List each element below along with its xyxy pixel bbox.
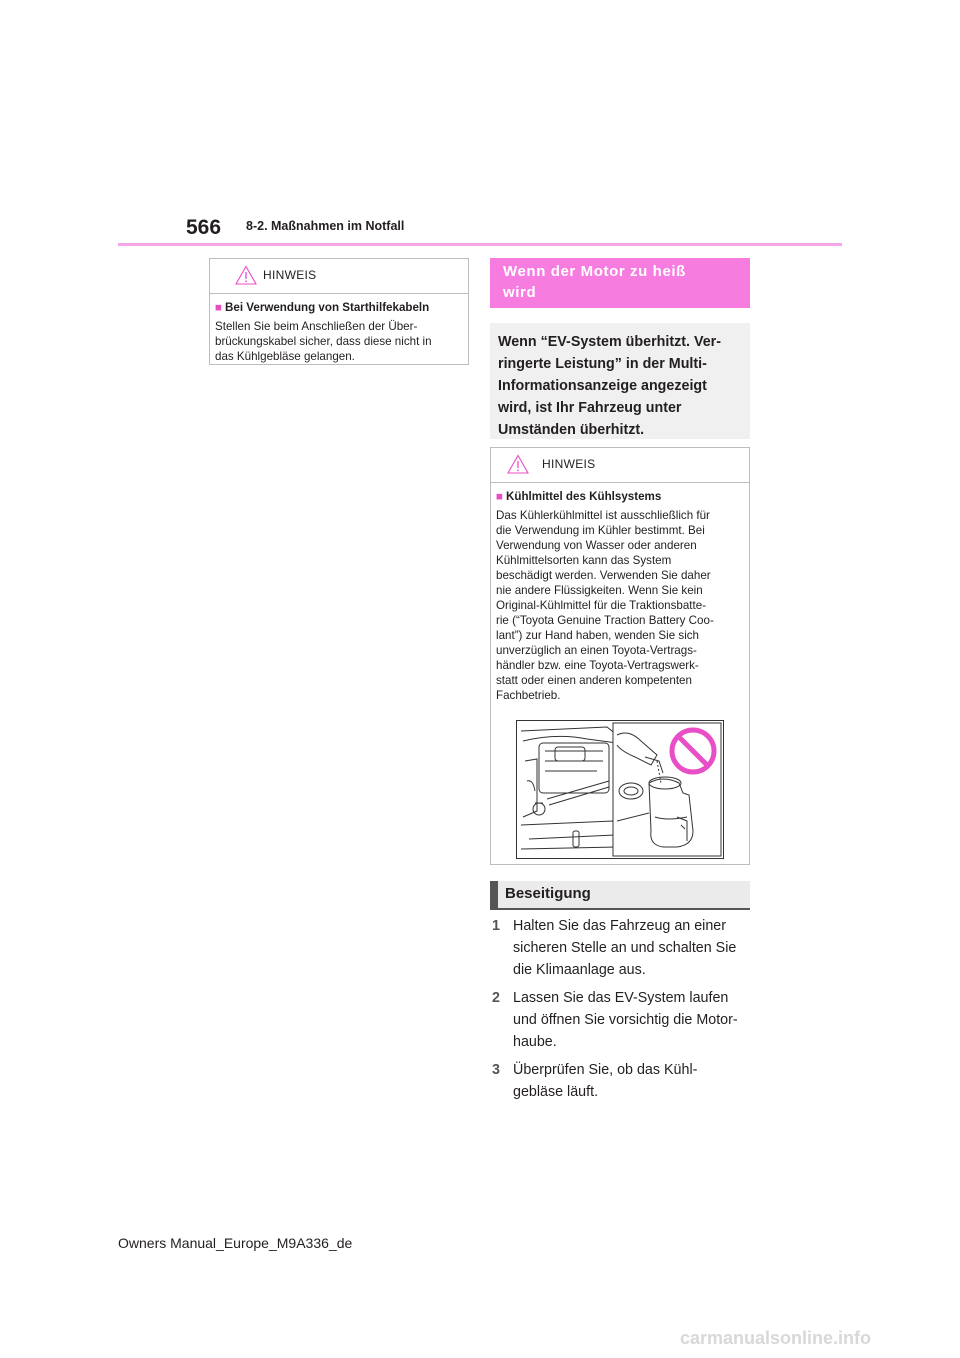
notice-text bbox=[215, 319, 464, 364]
step-line: gebläse läuft. bbox=[513, 1084, 599, 1100]
step-line: die Klimaanlage aus. bbox=[513, 962, 646, 978]
info-line: wird, ist Ihr Fahrzeug unter bbox=[498, 400, 682, 416]
notice-header bbox=[491, 448, 749, 482]
step-item bbox=[490, 987, 752, 1053]
square-bullet-icon: ■ bbox=[496, 490, 504, 503]
notice-line: nie andere Flüssigkeiten. Wenn Sie kein bbox=[496, 584, 703, 597]
heading-text: Beseitigung bbox=[505, 885, 591, 902]
heading-bar bbox=[490, 881, 498, 908]
coolant-prohibition-illustration bbox=[516, 720, 724, 859]
step-number: 1 bbox=[492, 918, 500, 934]
step-line: und öffnen Sie vorsichtig die Motor- bbox=[513, 1012, 738, 1028]
notice-line: das Kühlgebläse gelangen. bbox=[215, 350, 355, 363]
step-text bbox=[513, 915, 752, 981]
step-item bbox=[490, 1059, 752, 1103]
info-line: Informationsanzeige angezeigt bbox=[498, 378, 707, 394]
notice-line: Verwendung von Wasser oder anderen bbox=[496, 539, 697, 552]
notice-line: beschädigt werden. Verwenden Sie daher bbox=[496, 569, 711, 582]
notice-line: händler bzw. eine Toyota-Vertragswerk- bbox=[496, 659, 699, 672]
notice-header bbox=[210, 259, 468, 293]
info-line: Umständen überhitzt. bbox=[498, 422, 645, 438]
step-line: haube. bbox=[513, 1034, 557, 1050]
notice-subheading bbox=[215, 300, 464, 315]
step-line: sicheren Stelle an und schalten Sie bbox=[513, 940, 737, 956]
notice-line: die Verwendung im Kühler bestimmt. Bei bbox=[496, 524, 705, 537]
watermark: carmanualsonline.info bbox=[680, 1328, 872, 1348]
notice-text bbox=[496, 508, 745, 703]
section-heading-engine-overheat bbox=[490, 258, 750, 308]
heading-line: wird bbox=[503, 284, 537, 301]
notice-line: Stellen Sie beim Anschließen der Über- bbox=[215, 320, 418, 333]
notice-line: statt oder einen anderen kompetenten bbox=[496, 674, 692, 687]
notice-line: rie (“Toyota Genuine Traction Battery Coo- bbox=[496, 614, 714, 627]
notice-line: brückungskabel sicher, dass diese nicht in bbox=[215, 335, 432, 348]
step-number: 3 bbox=[492, 1062, 500, 1078]
remedy-steps bbox=[490, 915, 752, 1109]
notice-label: HINWEIS bbox=[542, 457, 596, 471]
engine-bay-drawing bbox=[517, 721, 723, 858]
step-text bbox=[513, 987, 752, 1053]
section-heading-remedy bbox=[490, 881, 750, 910]
step-line: Lassen Sie das EV-System laufen bbox=[513, 990, 729, 1006]
notice-line: Kühlmittelsorten kann das System bbox=[496, 554, 672, 567]
warning-triangle-icon bbox=[507, 454, 529, 474]
step-number: 2 bbox=[492, 990, 500, 1006]
notice-line: Fachbetrieb. bbox=[496, 689, 561, 702]
footer-document-id: Owners Manual_Europe_M9A336_de bbox=[118, 1235, 353, 1251]
step-line: Überprüfen Sie, ob das Kühl- bbox=[513, 1062, 698, 1078]
notice-line: unverzüglich an einen Toyota-Vertrags- bbox=[496, 644, 697, 657]
notice-subheading-text: Bei Verwendung von Starthilfekabeln bbox=[225, 301, 430, 314]
notice-line: lant”) zur Hand haben, wenden Sie sich bbox=[496, 629, 700, 642]
step-line: Halten Sie das Fahrzeug an einer bbox=[513, 918, 726, 934]
header-rule bbox=[118, 243, 842, 246]
notice-line: Das Kühlerkühlmittel ist ausschließlich für bbox=[496, 509, 710, 522]
notice-body bbox=[491, 482, 749, 711]
heading-line: Wenn der Motor zu heiß bbox=[503, 263, 686, 280]
notice-subheading bbox=[496, 489, 745, 504]
step-text bbox=[513, 1059, 752, 1103]
step-item bbox=[490, 915, 752, 981]
square-bullet-icon: ■ bbox=[215, 301, 223, 314]
notice-label: HINWEIS bbox=[263, 268, 317, 282]
info-line: Wenn “EV-System überhitzt. Ver- bbox=[498, 334, 721, 350]
section-title: 8-2. Maßnahmen im Notfall bbox=[246, 219, 405, 233]
notice-body bbox=[210, 293, 468, 372]
notice-jumper-cables bbox=[209, 258, 469, 365]
page-number: 566 bbox=[186, 216, 222, 239]
notice-line: Original-Kühlmittel für die Traktionsbatte- bbox=[496, 599, 707, 612]
info-line: ringerte Leistung” in der Multi- bbox=[498, 356, 707, 372]
warning-triangle-icon bbox=[235, 265, 257, 285]
overheat-info-box bbox=[490, 323, 750, 439]
notice-subheading-text: Kühlmittel des Kühlsystems bbox=[506, 490, 662, 503]
